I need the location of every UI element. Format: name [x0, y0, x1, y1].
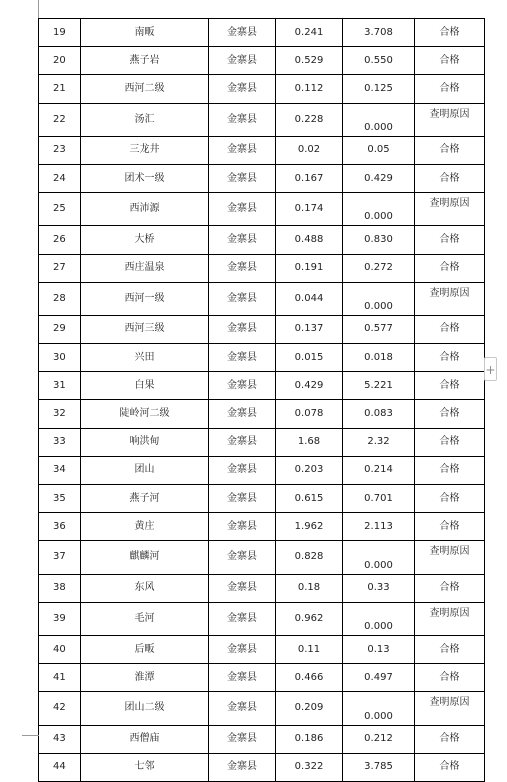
value-2-cell: 0.000 — [343, 103, 415, 136]
result-cell: 合格 — [415, 75, 485, 103]
result-cell: 合格 — [415, 344, 485, 372]
value-2-cell: 0.212 — [343, 725, 415, 753]
result-cell: 合格 — [415, 19, 485, 47]
county-cell: 金寨县 — [209, 193, 276, 226]
row-number-cell: 21 — [39, 75, 81, 103]
row-number-cell: 39 — [39, 602, 81, 635]
value-1-cell: 0.466 — [276, 664, 343, 692]
value-2-cell: 0.429 — [343, 164, 415, 192]
table-row — [39, 19, 485, 47]
station-name-cell: 燕子岩 — [81, 47, 209, 75]
table-row — [39, 47, 485, 75]
table-row — [39, 602, 485, 635]
table-row — [39, 315, 485, 343]
table-row — [39, 574, 485, 602]
county-cell: 金寨县 — [209, 282, 276, 315]
table-body — [39, 19, 485, 782]
table-row — [39, 193, 485, 226]
table-row — [39, 428, 485, 456]
value-1-cell: 0.11 — [276, 635, 343, 663]
county-cell: 金寨县 — [209, 725, 276, 753]
county-cell: 金寨县 — [209, 19, 276, 47]
county-cell: 金寨县 — [209, 372, 276, 400]
page-margin-guide-bottom — [22, 735, 39, 736]
station-name-cell: 燕子河 — [81, 485, 209, 513]
result-cell: 合格 — [415, 635, 485, 663]
row-number-cell: 23 — [39, 136, 81, 164]
row-number-cell: 38 — [39, 574, 81, 602]
county-cell: 金寨县 — [209, 47, 276, 75]
value-1-cell: 0.044 — [276, 282, 343, 315]
value-1-cell: 0.962 — [276, 602, 343, 635]
value-2-cell: 0.018 — [343, 344, 415, 372]
result-cell: 合格 — [415, 664, 485, 692]
station-name-cell: 陡岭河二级 — [81, 400, 209, 428]
result-cell: 合格 — [415, 315, 485, 343]
value-1-cell: 0.078 — [276, 400, 343, 428]
station-name-cell: 三龙井 — [81, 136, 209, 164]
table-row — [39, 635, 485, 663]
value-1-cell: 0.529 — [276, 47, 343, 75]
value-1-cell: 0.191 — [276, 254, 343, 282]
value-1-cell: 0.615 — [276, 485, 343, 513]
station-name-cell: 西河三级 — [81, 315, 209, 343]
value-1-cell: 0.429 — [276, 372, 343, 400]
table-row — [39, 344, 485, 372]
county-cell: 金寨县 — [209, 664, 276, 692]
result-cell: 合格 — [415, 513, 485, 541]
station-name-cell: 麒麟河 — [81, 541, 209, 574]
value-2-cell: 0.000 — [343, 193, 415, 226]
table-row — [39, 254, 485, 282]
result-cell: 合格 — [415, 254, 485, 282]
county-cell: 金寨县 — [209, 136, 276, 164]
row-number-cell: 41 — [39, 664, 81, 692]
result-cell: 合格 — [415, 753, 485, 781]
value-1-cell: 0.174 — [276, 193, 343, 226]
county-cell: 金寨县 — [209, 226, 276, 254]
station-name-cell: 西沛源 — [81, 193, 209, 226]
county-cell: 金寨县 — [209, 692, 276, 725]
value-2-cell: 0.083 — [343, 400, 415, 428]
row-number-cell: 37 — [39, 541, 81, 574]
station-name-cell: 西河二级 — [81, 75, 209, 103]
station-name-cell: 南畈 — [81, 19, 209, 47]
value-2-cell: 0.000 — [343, 602, 415, 635]
station-name-cell: 大桥 — [81, 226, 209, 254]
county-cell: 金寨县 — [209, 164, 276, 192]
table-row — [39, 456, 485, 484]
row-number-cell: 26 — [39, 226, 81, 254]
row-number-cell: 42 — [39, 692, 81, 725]
table-row — [39, 103, 485, 136]
value-1-cell: 0.167 — [276, 164, 343, 192]
station-name-cell: 白果 — [81, 372, 209, 400]
table-row — [39, 164, 485, 192]
station-name-cell: 七邻 — [81, 753, 209, 781]
county-cell: 金寨县 — [209, 456, 276, 484]
page-margin-guide-top — [38, 0, 39, 18]
station-name-cell: 后畈 — [81, 635, 209, 663]
value-1-cell: 0.137 — [276, 315, 343, 343]
value-2-cell: 0.05 — [343, 136, 415, 164]
value-1-cell: 0.112 — [276, 75, 343, 103]
row-number-cell: 20 — [39, 47, 81, 75]
add-row-button[interactable]: + — [484, 357, 497, 381]
county-cell: 金寨县 — [209, 602, 276, 635]
result-cell: 查明原因 — [415, 193, 485, 226]
row-number-cell: 30 — [39, 344, 81, 372]
station-name-cell: 汤汇 — [81, 103, 209, 136]
station-name-cell: 团山二级 — [81, 692, 209, 725]
row-number-cell: 28 — [39, 282, 81, 315]
result-cell: 合格 — [415, 400, 485, 428]
value-2-cell: 0.577 — [343, 315, 415, 343]
county-cell: 金寨县 — [209, 75, 276, 103]
table-row — [39, 136, 485, 164]
result-cell: 查明原因 — [415, 541, 485, 574]
county-cell: 金寨县 — [209, 400, 276, 428]
value-1-cell: 1.68 — [276, 428, 343, 456]
table-row — [39, 400, 485, 428]
row-number-cell: 32 — [39, 400, 81, 428]
value-2-cell: 0.000 — [343, 541, 415, 574]
value-2-cell: 0.13 — [343, 635, 415, 663]
result-cell: 合格 — [415, 47, 485, 75]
station-name-cell: 兴田 — [81, 344, 209, 372]
row-number-cell: 34 — [39, 456, 81, 484]
result-cell: 合格 — [415, 456, 485, 484]
value-2-cell: 0.125 — [343, 75, 415, 103]
table-row — [39, 226, 485, 254]
value-1-cell: 0.241 — [276, 19, 343, 47]
value-1-cell: 0.828 — [276, 541, 343, 574]
row-number-cell: 33 — [39, 428, 81, 456]
row-number-cell: 36 — [39, 513, 81, 541]
row-number-cell: 25 — [39, 193, 81, 226]
station-name-cell: 西河一级 — [81, 282, 209, 315]
result-cell: 查明原因 — [415, 282, 485, 315]
row-number-cell: 29 — [39, 315, 81, 343]
result-cell: 合格 — [415, 136, 485, 164]
county-cell: 金寨县 — [209, 485, 276, 513]
row-number-cell: 44 — [39, 753, 81, 781]
county-cell: 金寨县 — [209, 574, 276, 602]
value-2-cell: 0.33 — [343, 574, 415, 602]
value-2-cell: 0.497 — [343, 664, 415, 692]
county-cell: 金寨县 — [209, 428, 276, 456]
value-2-cell: 3.708 — [343, 19, 415, 47]
value-2-cell: 0.214 — [343, 456, 415, 484]
value-1-cell: 0.209 — [276, 692, 343, 725]
table-row — [39, 513, 485, 541]
table-row — [39, 485, 485, 513]
station-name-cell: 东风 — [81, 574, 209, 602]
value-2-cell: 0.830 — [343, 226, 415, 254]
station-name-cell: 西庄温泉 — [81, 254, 209, 282]
value-2-cell: 0.701 — [343, 485, 415, 513]
value-2-cell: 2.113 — [343, 513, 415, 541]
county-cell: 金寨县 — [209, 103, 276, 136]
station-name-cell: 响洪甸 — [81, 428, 209, 456]
result-cell: 合格 — [415, 372, 485, 400]
value-1-cell: 0.015 — [276, 344, 343, 372]
value-1-cell: 0.228 — [276, 103, 343, 136]
value-1-cell: 0.18 — [276, 574, 343, 602]
row-number-cell: 27 — [39, 254, 81, 282]
value-2-cell: 3.785 — [343, 753, 415, 781]
station-name-cell: 西僧庙 — [81, 725, 209, 753]
row-number-cell: 40 — [39, 635, 81, 663]
value-1-cell: 0.203 — [276, 456, 343, 484]
table-row — [39, 75, 485, 103]
result-cell: 合格 — [415, 485, 485, 513]
county-cell: 金寨县 — [209, 513, 276, 541]
result-cell: 合格 — [415, 226, 485, 254]
value-1-cell: 0.488 — [276, 226, 343, 254]
table-row — [39, 692, 485, 725]
value-2-cell: 0.272 — [343, 254, 415, 282]
county-cell: 金寨县 — [209, 315, 276, 343]
result-cell: 合格 — [415, 574, 485, 602]
station-name-cell: 毛河 — [81, 602, 209, 635]
result-cell: 查明原因 — [415, 103, 485, 136]
row-number-cell: 24 — [39, 164, 81, 192]
table-row — [39, 541, 485, 574]
row-number-cell: 43 — [39, 725, 81, 753]
county-cell: 金寨县 — [209, 635, 276, 663]
data-table — [38, 18, 485, 782]
row-number-cell: 35 — [39, 485, 81, 513]
value-1-cell: 1.962 — [276, 513, 343, 541]
value-1-cell: 0.186 — [276, 725, 343, 753]
station-name-cell: 黄庄 — [81, 513, 209, 541]
row-number-cell: 22 — [39, 103, 81, 136]
result-cell: 合格 — [415, 164, 485, 192]
row-number-cell: 31 — [39, 372, 81, 400]
table-row — [39, 753, 485, 781]
station-name-cell: 淮潭 — [81, 664, 209, 692]
table-row — [39, 725, 485, 753]
result-cell: 查明原因 — [415, 602, 485, 635]
result-cell: 合格 — [415, 725, 485, 753]
station-name-cell: 团山 — [81, 456, 209, 484]
result-cell: 合格 — [415, 428, 485, 456]
value-2-cell: 0.550 — [343, 47, 415, 75]
row-number-cell: 19 — [39, 19, 81, 47]
value-2-cell: 5.221 — [343, 372, 415, 400]
result-cell: 查明原因 — [415, 692, 485, 725]
station-name-cell: 团术一级 — [81, 164, 209, 192]
value-2-cell: 2.32 — [343, 428, 415, 456]
county-cell: 金寨县 — [209, 753, 276, 781]
value-1-cell: 0.02 — [276, 136, 343, 164]
table-row — [39, 372, 485, 400]
value-2-cell: 0.000 — [343, 692, 415, 725]
table-row — [39, 282, 485, 315]
value-1-cell: 0.322 — [276, 753, 343, 781]
county-cell: 金寨县 — [209, 541, 276, 574]
value-2-cell: 0.000 — [343, 282, 415, 315]
county-cell: 金寨县 — [209, 344, 276, 372]
county-cell: 金寨县 — [209, 254, 276, 282]
table-row — [39, 664, 485, 692]
